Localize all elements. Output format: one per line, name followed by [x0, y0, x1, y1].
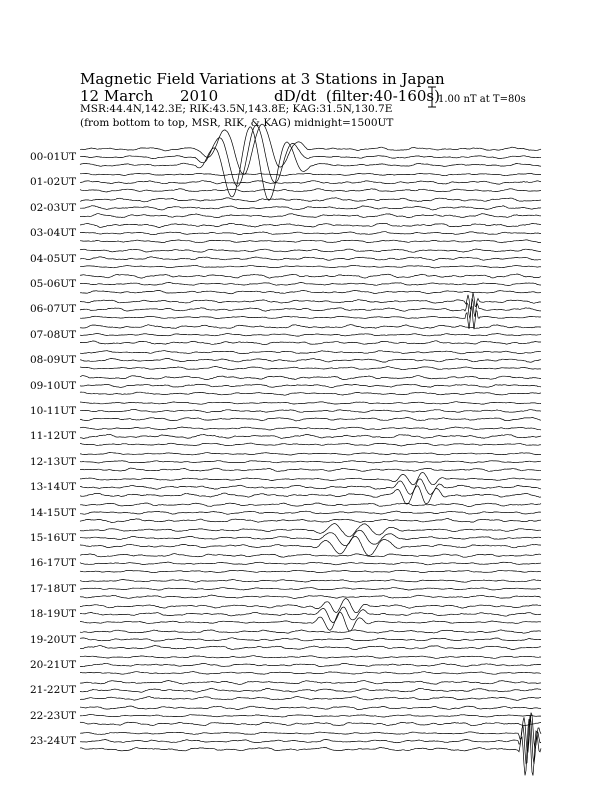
hour-label: 02-03UT — [30, 201, 77, 214]
trace-kag — [80, 645, 541, 649]
trace-rik — [80, 257, 541, 261]
hour-label: 14-15UT — [30, 506, 77, 519]
trace-rik — [80, 125, 541, 186]
trace-rik — [80, 716, 541, 764]
trace-rik — [80, 206, 541, 210]
trace-kag — [80, 265, 541, 268]
trace-rik — [80, 530, 541, 546]
trace-kag — [80, 127, 541, 201]
hour-label: 21-22UT — [30, 684, 77, 697]
trace-msr — [80, 681, 541, 685]
hour-label: 12-13UT — [30, 455, 77, 468]
trace-kag — [80, 719, 541, 775]
trace-rik — [80, 638, 541, 641]
trace-msr — [80, 124, 541, 175]
trace-msr — [80, 402, 541, 405]
trace-rik — [80, 511, 541, 514]
trace-msr — [80, 599, 541, 613]
trace-msr — [80, 427, 541, 430]
hour-label: 16-17UT — [30, 557, 77, 570]
trace-msr — [80, 579, 541, 582]
trace-kag — [80, 443, 541, 446]
trace-rik — [80, 688, 541, 692]
hour-label: 07-08UT — [30, 328, 77, 341]
trace-rik — [80, 282, 541, 285]
trace-rik — [80, 358, 541, 362]
trace-kag — [80, 536, 541, 555]
trace-kag — [80, 697, 541, 701]
hour-label: 05-06UT — [30, 278, 77, 290]
trace-kag — [80, 722, 541, 726]
year-label: 2010 — [180, 87, 219, 105]
trace-kag — [80, 417, 541, 421]
trace-rik — [80, 562, 541, 565]
trace-rik — [80, 479, 541, 495]
hour-label: 22-23UT — [30, 709, 77, 722]
hour-label: 00-01UT — [30, 151, 77, 163]
hour-label: 09-10UT — [30, 379, 77, 392]
trace-msr — [80, 473, 541, 485]
date-label: 12 March — [80, 87, 154, 105]
hour-label: 10-11UT — [30, 405, 77, 417]
trace-rik — [80, 409, 541, 412]
trace-rik — [80, 461, 541, 463]
hour-label: 13-14UT — [30, 481, 77, 494]
trace-msr — [80, 376, 541, 380]
hour-label: 23-24UT — [30, 735, 77, 748]
trace-msr — [80, 325, 541, 329]
trace-msr — [80, 249, 541, 252]
trace-kag — [80, 290, 541, 293]
trace-msr — [80, 274, 541, 278]
trace-kag — [80, 392, 541, 395]
order-line: (from bottom to top, MSR, RIK, & KAG) midnight=1500UT — [80, 117, 394, 129]
hour-label: 20-21UT — [30, 659, 77, 671]
trace-kag — [80, 341, 541, 345]
trace-rik — [80, 434, 541, 438]
trace-rik — [80, 607, 541, 623]
trace-kag — [80, 672, 541, 675]
quantity-label: dD/dt — [274, 87, 317, 105]
filter-range-label: (filter:40-160s) — [325, 87, 440, 105]
scale-label: 1.00 nT at T=80s — [438, 94, 526, 105]
hour-label: 18-19UT — [30, 608, 77, 621]
chart-title: Magnetic Field Variations at 3 Stations in Japan — [80, 70, 445, 88]
hour-label: 19-20UT — [30, 633, 77, 646]
trace-msr — [80, 198, 541, 202]
trace-kag — [80, 612, 541, 631]
trace-msr — [80, 554, 541, 558]
trace-rik — [80, 663, 541, 666]
trace-msr — [80, 223, 541, 227]
trace-kag — [80, 595, 541, 598]
hour-label: 15-16UT — [30, 532, 77, 544]
hour-label: 01-02UT — [30, 176, 77, 189]
trace-rik — [80, 181, 541, 185]
trace-msr — [80, 173, 541, 176]
hour-label: 06-07UT — [30, 303, 77, 316]
trace-rik — [80, 384, 541, 387]
trace-kag — [80, 486, 541, 504]
hour-label: 04-05UT — [30, 252, 77, 265]
hour-label: 08-09UT — [30, 354, 77, 367]
trace-msr — [80, 503, 541, 507]
trace-msr — [80, 656, 541, 659]
trace-msr — [80, 524, 541, 537]
trace-msr — [80, 706, 541, 710]
trace-msr — [80, 630, 541, 633]
trace-rik — [80, 715, 541, 717]
trace-kag — [80, 214, 541, 218]
hour-label: 11-12UT — [30, 430, 77, 443]
trace-kag — [80, 468, 541, 471]
trace-kag — [80, 240, 541, 243]
trace-kag — [80, 367, 541, 370]
trace-rik — [80, 588, 541, 591]
trace-kag — [80, 519, 541, 523]
stations-line: MSR:44.4N,142.3E; RIK:43.5N,143.8E; KAG:31.5N,130.7E — [80, 103, 393, 115]
trace-kag — [80, 189, 541, 192]
trace-msr — [80, 351, 541, 354]
trace-rik — [80, 334, 541, 337]
trace-msr — [80, 713, 541, 752]
trace-msr — [80, 453, 541, 456]
trace-rik — [80, 232, 541, 235]
hour-label: 17-18UT — [30, 582, 77, 595]
hour-label: 03-04UT — [30, 227, 77, 240]
trace-kag — [80, 570, 541, 572]
